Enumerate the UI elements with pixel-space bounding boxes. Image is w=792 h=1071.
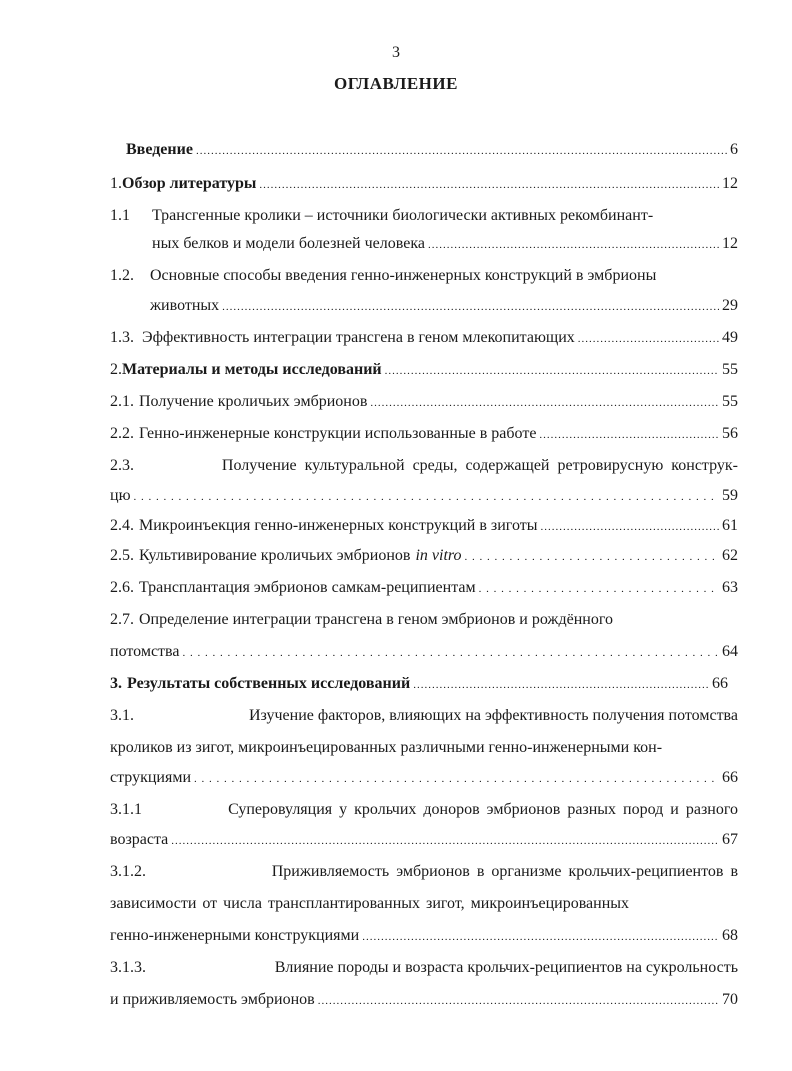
entry-number: 2.3. xyxy=(110,457,134,474)
entry-page: 55 xyxy=(722,361,738,378)
dot-leader xyxy=(479,579,719,599)
entry-text-cont: и приживляемость эмбрионов xyxy=(110,991,315,1008)
entry-number: 1.3. xyxy=(110,329,134,346)
entry-page: 49 xyxy=(722,329,738,346)
entry-number: 2.5. xyxy=(110,547,134,564)
entry-text: Приживляемость эмбрионов в организме крольчих-реципиентов в xyxy=(271,863,738,880)
dot-leader xyxy=(196,141,727,161)
entry-text: Основные способы введения генно-инженерных конструкций в эмбрионы xyxy=(150,267,657,284)
entry-text: Влияние породы и возраста крольчих-реципиентов на сукрольность xyxy=(274,959,738,976)
toc-entry-3-1-3-line1[interactable] xyxy=(110,958,738,978)
dot-leader xyxy=(465,547,719,567)
entry-page: 67 xyxy=(722,831,738,848)
dot-leader xyxy=(194,769,719,789)
toc-entry-2[interactable] xyxy=(110,360,738,381)
entry-number: 3.1. xyxy=(110,707,134,724)
entry-text-cont: генно-инженерными конструкциями xyxy=(110,927,360,944)
toc-entry-2-3-line1[interactable] xyxy=(110,456,738,476)
dot-leader xyxy=(183,643,720,663)
entry-page: 66 xyxy=(722,769,738,786)
toc-entry-3[interactable] xyxy=(110,674,728,695)
entry-number: 2. xyxy=(110,361,122,378)
entry-number: 1.2. xyxy=(110,267,134,284)
entry-text-cont: ных белков и модели болезней человека xyxy=(152,235,425,252)
entry-page: 6 xyxy=(730,141,738,158)
dot-leader xyxy=(362,927,719,947)
entry-page: 61 xyxy=(722,517,738,534)
toc-entry-2-4[interactable] xyxy=(110,516,738,537)
toc-entry-1-2-line1[interactable] xyxy=(110,266,738,286)
entry-text: Изучение факторов, влияющих на эффективность получения потомства xyxy=(248,707,738,724)
entry-text: Результаты собственных исследований xyxy=(127,675,411,692)
toc-entry-3-1-2-line3[interactable] xyxy=(110,926,738,947)
toc-entry-1-1-line1[interactable] xyxy=(110,206,738,226)
entry-page: 56 xyxy=(722,425,738,442)
toc-entry-intro[interactable] xyxy=(126,140,738,161)
entry-number: 1. xyxy=(110,175,122,192)
toc-entry-3-1-3-line2[interactable] xyxy=(110,990,738,1011)
dot-leader xyxy=(539,425,719,445)
entry-text: Обзор литературы xyxy=(122,175,257,192)
dot-leader xyxy=(134,487,719,507)
entry-text-cont: потомства xyxy=(110,643,180,660)
toc-entry-1-2-line2[interactable] xyxy=(150,296,738,317)
toc-entry-1-3[interactable] xyxy=(110,328,738,349)
toc-entry-2-6[interactable] xyxy=(110,578,738,599)
entry-number: 3.1.1 xyxy=(110,801,142,818)
toc-entry-2-1[interactable] xyxy=(110,392,738,413)
dot-leader xyxy=(413,675,709,695)
entry-page: 64 xyxy=(722,643,738,660)
dot-leader xyxy=(171,831,719,851)
toc-entry-2-7-line1[interactable] xyxy=(110,610,738,630)
entry-number: 2.1. xyxy=(110,393,134,410)
entry-text: Трансгенные кролики – источники биологически активных рекомбинант- xyxy=(152,207,654,224)
entry-text: Культивирование кроличьих эмбрионов xyxy=(139,547,411,564)
toc-entry-2-2[interactable] xyxy=(110,424,738,445)
toc-entry-1-1-line2[interactable] xyxy=(152,234,738,255)
dot-leader xyxy=(578,329,719,349)
entry-text: Материалы и методы исследований xyxy=(122,361,382,378)
toc-entry-3-1-line1[interactable] xyxy=(110,706,738,726)
entry-page: 55 xyxy=(722,393,738,410)
entry-text: Трансплантация эмбрионов самкам-реципиентам xyxy=(139,579,476,596)
dot-leader xyxy=(222,297,719,317)
page-number: 3 xyxy=(392,44,400,61)
dot-leader xyxy=(259,175,719,195)
toc-entry-2-3-line2[interactable] xyxy=(110,486,738,507)
entry-text: Введение xyxy=(126,141,193,158)
entry-text-cont: струкциями xyxy=(110,769,192,786)
entry-page: 12 xyxy=(722,235,738,252)
toc-entry-3-1-2-line1[interactable] xyxy=(110,862,738,882)
entry-page: 70 xyxy=(722,991,738,1008)
toc-entry-3-1-1-line1[interactable] xyxy=(110,800,738,820)
entry-page: 66 xyxy=(712,675,728,692)
entry-text: Микроинъекция генно-инженерных конструкций в зиготы xyxy=(139,517,538,534)
entry-number: 3.1.2. xyxy=(110,863,146,880)
toc-entry-2-5[interactable] xyxy=(110,546,738,567)
entry-text-italic: in vitro xyxy=(415,547,462,564)
entry-text: Определение интеграции трансгена в геном эмбрионов и рождённого xyxy=(139,611,614,628)
dot-leader xyxy=(428,235,719,255)
toc-entry-2-7-line2[interactable] xyxy=(110,642,738,663)
entry-text-cont: кроликов из зигот, микроинъецированных различными генно-инженерными кон- xyxy=(110,739,663,756)
entry-number: 1.1 xyxy=(110,207,130,224)
dot-leader xyxy=(370,393,719,413)
entry-page: 68 xyxy=(722,927,738,944)
entry-text-cont: животных xyxy=(150,297,220,314)
entry-number: 3. xyxy=(110,675,122,692)
entry-text: Эффективность интеграции трансгена в геном млекопитающих xyxy=(142,329,575,346)
entry-text-cont: возраста xyxy=(110,831,169,848)
entry-number: 3.1.3. xyxy=(110,959,146,976)
entry-text-cont: цю xyxy=(110,487,131,504)
toc-entry-1[interactable] xyxy=(110,174,738,195)
dot-leader xyxy=(385,361,719,381)
entry-text: Получение кроличьих эмбрионов xyxy=(139,393,368,410)
dot-leader xyxy=(318,991,719,1011)
entry-number: 2.6. xyxy=(110,579,134,596)
entry-text: Суперовуляция у крольчих доноров эмбрионов разных пород и разного xyxy=(228,801,738,818)
toc-title: ОГЛАВЛЕНИЕ xyxy=(334,74,458,93)
entry-page: 63 xyxy=(722,579,738,596)
toc-entry-3-1-2-line2[interactable] xyxy=(110,894,738,914)
entry-page: 29 xyxy=(722,297,738,314)
entry-text: Генно-инженерные конструкции использованные в работе xyxy=(139,425,537,442)
toc-entry-3-1-line3[interactable] xyxy=(110,768,738,789)
toc-entry-3-1-1-line2[interactable] xyxy=(110,830,738,851)
entry-page: 12 xyxy=(722,175,738,192)
entry-number: 2.4. xyxy=(110,517,134,534)
entry-page: 59 xyxy=(722,487,738,504)
toc-entry-3-1-line2[interactable] xyxy=(110,738,738,758)
entry-number: 2.7. xyxy=(110,611,134,628)
entry-text: Получение культуральной среды, содержащей ретровирусную конструк- xyxy=(221,457,738,474)
entry-page: 62 xyxy=(722,547,738,564)
entry-text-cont: зависимости от числа трансплантированных зигот, микроинъецированных xyxy=(110,895,630,912)
entry-number: 2.2. xyxy=(110,425,134,442)
dot-leader xyxy=(540,517,719,537)
